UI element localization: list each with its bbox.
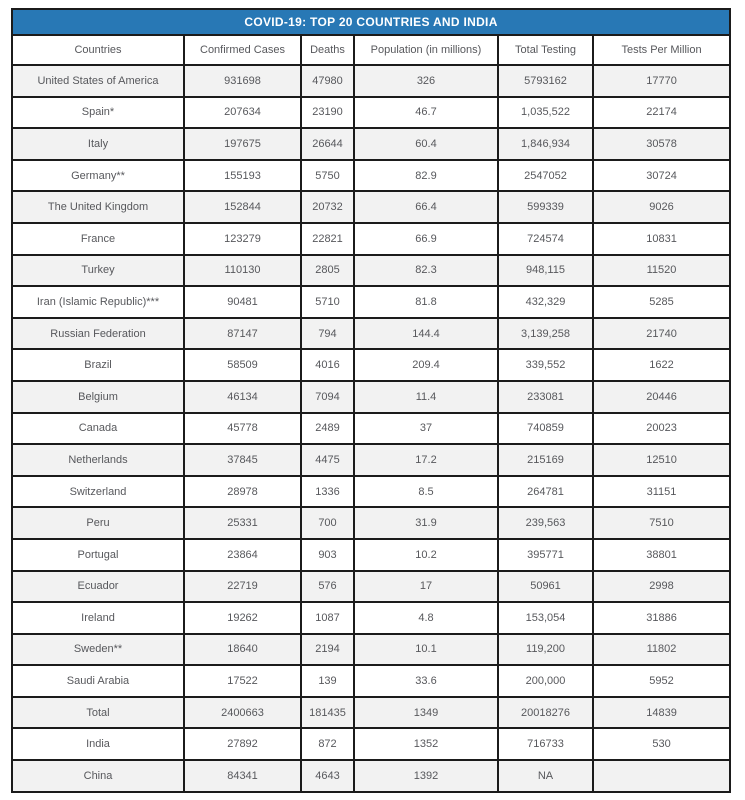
table-title: COVID-19: TOP 20 COUNTRIES AND INDIA — [12, 9, 730, 35]
table-row — [12, 128, 730, 160]
value-cell: 20446 — [593, 381, 730, 413]
value-cell: 66.9 — [354, 223, 498, 255]
country-cell: Ecuador — [12, 571, 184, 603]
value-cell: 530 — [593, 728, 730, 760]
table-row — [12, 476, 730, 508]
value-cell: 2805 — [301, 255, 354, 287]
table-row — [12, 634, 730, 666]
value-cell: 17770 — [593, 65, 730, 97]
value-cell: 432,329 — [498, 286, 593, 318]
value-cell: 2489 — [301, 413, 354, 445]
country-cell: China — [12, 760, 184, 792]
value-cell: 264781 — [498, 476, 593, 508]
value-cell: 7510 — [593, 507, 730, 539]
value-cell: 1087 — [301, 602, 354, 634]
value-cell: 37 — [354, 413, 498, 445]
table-row — [12, 444, 730, 476]
value-cell: 20018276 — [498, 697, 593, 729]
table-row — [12, 413, 730, 445]
value-cell: 17.2 — [354, 444, 498, 476]
value-cell: 23190 — [301, 97, 354, 129]
value-cell: 5750 — [301, 160, 354, 192]
value-cell: 50961 — [498, 571, 593, 603]
column-header-countries: Countries — [12, 35, 184, 65]
value-cell: 139 — [301, 665, 354, 697]
value-cell: 144.4 — [354, 318, 498, 350]
value-cell: 110130 — [184, 255, 301, 287]
country-cell: Brazil — [12, 349, 184, 381]
value-cell: 31151 — [593, 476, 730, 508]
country-cell: Germany** — [12, 160, 184, 192]
value-cell: 152844 — [184, 191, 301, 223]
column-header-total-testing: Total Testing — [498, 35, 593, 65]
value-cell: 5952 — [593, 665, 730, 697]
value-cell: 1,035,522 — [498, 97, 593, 129]
table-row — [12, 697, 730, 729]
value-cell: 5793162 — [498, 65, 593, 97]
value-cell: 395771 — [498, 539, 593, 571]
table-row — [12, 507, 730, 539]
value-cell: 20732 — [301, 191, 354, 223]
value-cell: 14839 — [593, 697, 730, 729]
value-cell: 119,200 — [498, 634, 593, 666]
country-cell: Iran (Islamic Republic)*** — [12, 286, 184, 318]
table-row — [12, 223, 730, 255]
value-cell: 1336 — [301, 476, 354, 508]
country-cell: Russian Federation — [12, 318, 184, 350]
value-cell: 10.2 — [354, 539, 498, 571]
country-cell: The United Kingdom — [12, 191, 184, 223]
value-cell: 10831 — [593, 223, 730, 255]
value-cell: 794 — [301, 318, 354, 350]
value-cell: 576 — [301, 571, 354, 603]
country-cell: Peru — [12, 507, 184, 539]
value-cell: 11520 — [593, 255, 730, 287]
value-cell: 38801 — [593, 539, 730, 571]
country-cell: Sweden** — [12, 634, 184, 666]
value-cell: 181435 — [301, 697, 354, 729]
table-row — [12, 760, 730, 792]
value-cell: 724574 — [498, 223, 593, 255]
table-row — [12, 602, 730, 634]
value-cell: 9026 — [593, 191, 730, 223]
table-row — [12, 381, 730, 413]
value-cell: 197675 — [184, 128, 301, 160]
value-cell: 22719 — [184, 571, 301, 603]
country-cell: India — [12, 728, 184, 760]
value-cell: 27892 — [184, 728, 301, 760]
value-cell: 207634 — [184, 97, 301, 129]
value-cell: 215169 — [498, 444, 593, 476]
table-header-row — [12, 35, 730, 65]
value-cell: 5710 — [301, 286, 354, 318]
value-cell: 2998 — [593, 571, 730, 603]
value-cell: 4016 — [301, 349, 354, 381]
value-cell: 21740 — [593, 318, 730, 350]
value-cell: 19262 — [184, 602, 301, 634]
value-cell: 28978 — [184, 476, 301, 508]
table-row — [12, 286, 730, 318]
country-cell: Total — [12, 697, 184, 729]
value-cell: 700 — [301, 507, 354, 539]
value-cell: 17522 — [184, 665, 301, 697]
value-cell: 4.8 — [354, 602, 498, 634]
table-row — [12, 665, 730, 697]
value-cell: 22174 — [593, 97, 730, 129]
value-cell — [593, 760, 730, 792]
value-cell: 153,054 — [498, 602, 593, 634]
value-cell: 20023 — [593, 413, 730, 445]
value-cell: 5285 — [593, 286, 730, 318]
value-cell: 931698 — [184, 65, 301, 97]
table-row — [12, 539, 730, 571]
country-cell: Switzerland — [12, 476, 184, 508]
value-cell: 26644 — [301, 128, 354, 160]
value-cell: 11802 — [593, 634, 730, 666]
table-row — [12, 571, 730, 603]
value-cell: 30724 — [593, 160, 730, 192]
value-cell: 4643 — [301, 760, 354, 792]
country-cell: Spain* — [12, 97, 184, 129]
country-cell: Portugal — [12, 539, 184, 571]
value-cell: 209.4 — [354, 349, 498, 381]
value-cell: 60.4 — [354, 128, 498, 160]
value-cell: 31886 — [593, 602, 730, 634]
value-cell: 2194 — [301, 634, 354, 666]
value-cell: 599339 — [498, 191, 593, 223]
value-cell: 1352 — [354, 728, 498, 760]
value-cell: 12510 — [593, 444, 730, 476]
value-cell: 872 — [301, 728, 354, 760]
value-cell: 47980 — [301, 65, 354, 97]
value-cell: 66.4 — [354, 191, 498, 223]
value-cell: 11.4 — [354, 381, 498, 413]
table-row — [12, 318, 730, 350]
covid-table — [11, 8, 731, 793]
table-row — [12, 728, 730, 760]
value-cell: 33.6 — [354, 665, 498, 697]
value-cell: 716733 — [498, 728, 593, 760]
country-cell: United States of America — [12, 65, 184, 97]
value-cell: 87147 — [184, 318, 301, 350]
value-cell: 339,552 — [498, 349, 593, 381]
country-cell: Netherlands — [12, 444, 184, 476]
country-cell: Belgium — [12, 381, 184, 413]
value-cell: 31.9 — [354, 507, 498, 539]
country-cell: France — [12, 223, 184, 255]
value-cell: 3,139,258 — [498, 318, 593, 350]
value-cell: 200,000 — [498, 665, 593, 697]
value-cell: 46.7 — [354, 97, 498, 129]
table-row — [12, 191, 730, 223]
value-cell: 18640 — [184, 634, 301, 666]
table-row — [12, 160, 730, 192]
value-cell: 37845 — [184, 444, 301, 476]
column-header-confirmed-cases: Confirmed Cases — [184, 35, 301, 65]
country-cell: Saudi Arabia — [12, 665, 184, 697]
value-cell: 81.8 — [354, 286, 498, 318]
column-header-deaths: Deaths — [301, 35, 354, 65]
value-cell: 45778 — [184, 413, 301, 445]
table-row — [12, 255, 730, 287]
covid-table-container — [11, 8, 729, 793]
country-cell: Canada — [12, 413, 184, 445]
value-cell: 82.3 — [354, 255, 498, 287]
value-cell: 8.5 — [354, 476, 498, 508]
value-cell: 326 — [354, 65, 498, 97]
value-cell: 903 — [301, 539, 354, 571]
value-cell: 23864 — [184, 539, 301, 571]
country-cell: Ireland — [12, 602, 184, 634]
value-cell: 1392 — [354, 760, 498, 792]
value-cell: 155193 — [184, 160, 301, 192]
value-cell: 1622 — [593, 349, 730, 381]
value-cell: 82.9 — [354, 160, 498, 192]
value-cell: 740859 — [498, 413, 593, 445]
column-header-tests-per-million: Tests Per Million — [593, 35, 730, 65]
value-cell: 30578 — [593, 128, 730, 160]
value-cell: 25331 — [184, 507, 301, 539]
table-body — [12, 65, 730, 792]
value-cell: 2400663 — [184, 697, 301, 729]
value-cell: 1,846,934 — [498, 128, 593, 160]
value-cell: 4475 — [301, 444, 354, 476]
value-cell: 7094 — [301, 381, 354, 413]
value-cell: 17 — [354, 571, 498, 603]
table-row — [12, 65, 730, 97]
value-cell: 948,115 — [498, 255, 593, 287]
value-cell: 233081 — [498, 381, 593, 413]
value-cell: 1349 — [354, 697, 498, 729]
value-cell: 46134 — [184, 381, 301, 413]
value-cell: 123279 — [184, 223, 301, 255]
value-cell: 90481 — [184, 286, 301, 318]
value-cell: 2547052 — [498, 160, 593, 192]
table-row — [12, 97, 730, 129]
value-cell: 22821 — [301, 223, 354, 255]
country-cell: Turkey — [12, 255, 184, 287]
value-cell: NA — [498, 760, 593, 792]
value-cell: 58509 — [184, 349, 301, 381]
table-title-row — [12, 9, 730, 35]
country-cell: Italy — [12, 128, 184, 160]
column-header-population: Population (in millions) — [354, 35, 498, 65]
value-cell: 84341 — [184, 760, 301, 792]
value-cell: 239,563 — [498, 507, 593, 539]
value-cell: 10.1 — [354, 634, 498, 666]
table-row — [12, 349, 730, 381]
